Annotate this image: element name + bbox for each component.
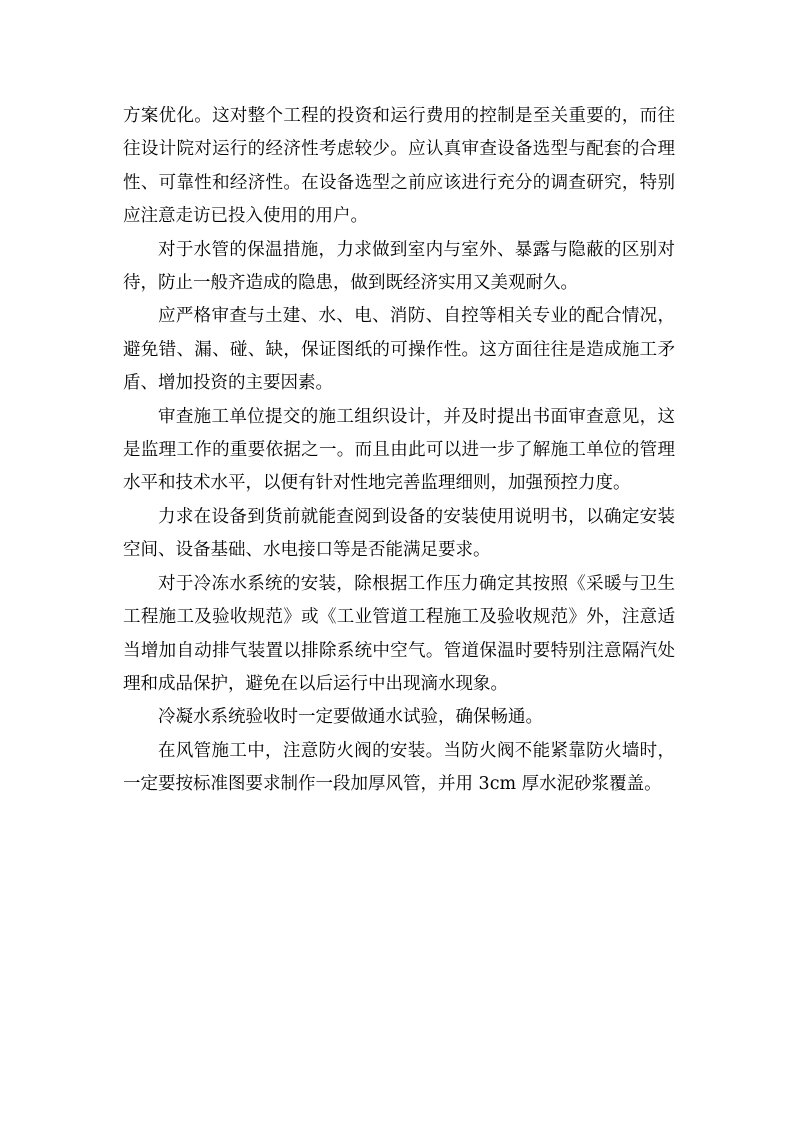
paragraph-3: 应严格审查与土建、水、电、消防、自控等相关专业的配合情况，避免错、漏、碰、缺，保证图纸的可操作性。这方面往往是造成施工矛盾、增加投资的主要因素。 [123,306,675,394]
paragraph-4: 审查施工单位提交的施工组织设计，并及时提出书面审查意见，这是监理工作的重要依据之一。而且由此可以进一步了解施工单位的管理水平和技术水平，以便有针对性地完善监理细则，加强预控力度。 [123,406,675,494]
paragraph-1: 方案优化。这对整个工程的投资和运行费用的控制是至关重要的，而往往设计院对运行的经济性考虑较少。应认真审查设备选型与配套的合理性、可靠性和经济性。在设备选型之前应该进行充分的调查研究，特别应注意走访已投入使用的用户。 [123,106,675,227]
body-text [123,100,675,802]
paragraph-5: 力求在设备到货前就能查阅到设备的安装使用说明书，以确定安装空间、设备基础、水电接口等是否能满足要求。 [123,506,675,561]
paragraph-6: 对于冷冻水系统的安装，除根据工作压力确定其按照《采暖与卫生工程施工及验收规范》或《工业管道工程施工及验收规范》外，注意适当增加自动排气装置以排除系统中空气。管道保温时要特别注意隔汽处理和成品保护，避免在以后运行中出现滴水现象。 [123,573,675,694]
paragraph-2: 对于水管的保温措施，力求做到室内与室外、暴露与隐蔽的区别对待，防止一般齐造成的隐患，做到既经济实用又美观耐久。 [123,239,675,294]
paragraph-8: 在风管施工中，注意防火阀的安装。当防火阀不能紧靠防火墙时，一定要按标准图要求制作一段加厚风管，并用 3cm 厚水泥砂浆覆盖。 [123,740,675,795]
paragraph-7: 冷凝水系统验收时一定要做通水试验，确保畅通。 [158,707,543,728]
